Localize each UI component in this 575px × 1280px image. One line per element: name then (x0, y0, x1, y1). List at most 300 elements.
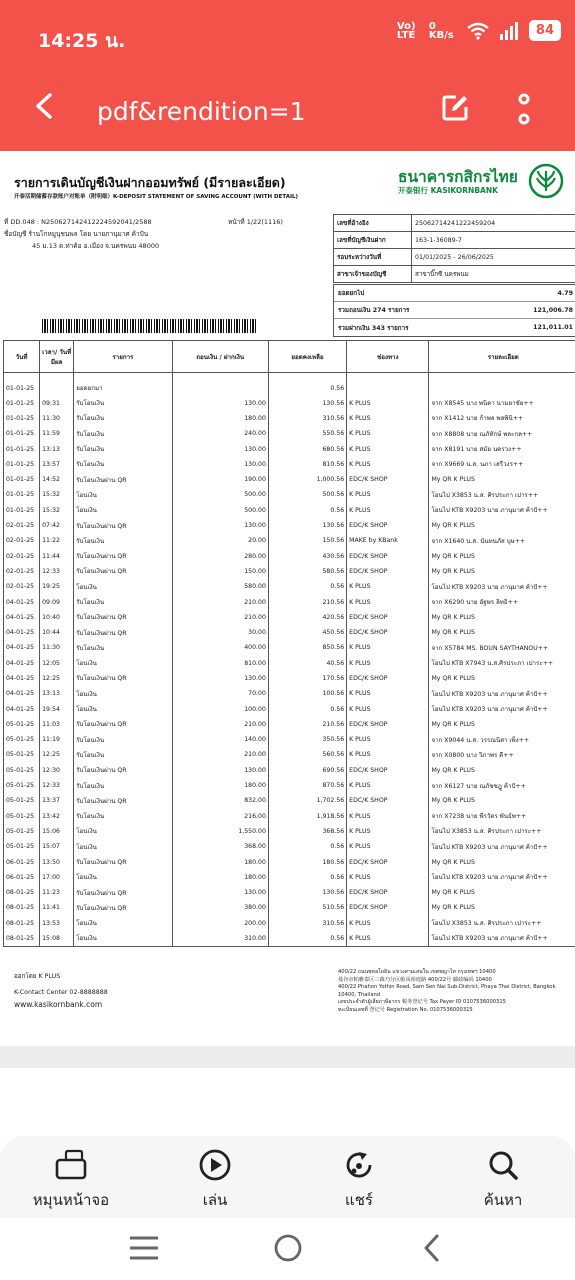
account-info-table (333, 214, 575, 283)
table-cell: รับโอนเงิน (74, 732, 172, 747)
table-cell: 15:06 (40, 824, 74, 839)
signal-icon (499, 22, 519, 40)
table-cell: 05-01-25 (4, 763, 40, 778)
table-cell: My QR K PLUS (429, 671, 575, 686)
table-cell: โอนเงิน (74, 870, 172, 885)
table-cell: K PLUS (347, 732, 429, 747)
table-cell: 30.00 (172, 625, 268, 640)
table-cell: 12:05 (40, 656, 74, 671)
table-cell: 130.56 (268, 396, 346, 411)
table-cell: 01-01-25 (4, 411, 40, 426)
table-cell: 13:13 (40, 686, 74, 701)
table-cell: 14:52 (40, 472, 74, 487)
table-row (4, 824, 575, 839)
summary-label: รวมถอนเงิน 274 รายการ (338, 307, 410, 314)
table-cell: K PLUS (347, 441, 429, 456)
table-cell: 832.00 (172, 793, 268, 808)
summary-label: ยอดยกไป (338, 290, 365, 297)
table-header (4, 341, 575, 373)
table-cell: My QR K PLUS (429, 854, 575, 869)
table-cell: 17:00 (40, 870, 74, 885)
table-cell: EDC/K SHOP (347, 548, 429, 563)
table-cell: 500.56 (268, 487, 346, 502)
table-cell: 04-01-25 (4, 656, 40, 671)
table-row (4, 686, 575, 701)
transactions-table (3, 340, 575, 947)
table-cell: MAKE by KBank (347, 533, 429, 548)
table-cell: 02-01-25 (4, 564, 40, 579)
table-cell: 01-01-25 (4, 472, 40, 487)
table-cell: โอนไป KTB X9203 นาย ภานุมาศ ค้าปั++ (429, 579, 575, 594)
search-button[interactable] (438, 1136, 568, 1212)
column-header: ถอนเงิน / ฝากเงิน (172, 341, 268, 373)
table-cell: EDC/K SHOP (347, 763, 429, 778)
table-cell: จาก X7238 นาย พีรวัตร พันธ์พ++ (429, 809, 575, 824)
table-cell: 01-01-25 (4, 426, 40, 441)
search-label: ค้นหา (483, 1191, 523, 1209)
issued-by: ออกโดย K PLUS (14, 973, 61, 980)
table-cell: My QR K PLUS (429, 564, 575, 579)
table-cell: 170.56 (268, 671, 346, 686)
table-cell: 850.56 (268, 640, 346, 655)
more-options-icon[interactable] (512, 93, 536, 125)
info-label: สาขาเจ้าของบัญชี (334, 266, 412, 283)
table-cell: K PLUS (347, 701, 429, 716)
back-nav-icon[interactable] (420, 1232, 444, 1264)
rotate-screen-icon (54, 1148, 88, 1182)
table-cell: EDC/K SHOP (347, 793, 429, 808)
table-cell: 06-01-25 (4, 870, 40, 885)
table-cell: 680.56 (268, 441, 346, 456)
table-row (4, 548, 575, 563)
play-button[interactable] (150, 1136, 280, 1212)
table-cell: รับโอนเงินผ่าน QR (74, 900, 172, 915)
table-cell: My QR K PLUS (429, 900, 575, 915)
table-cell: 70.00 (172, 686, 268, 701)
table-row (4, 487, 575, 502)
table-cell: 04-01-25 (4, 671, 40, 686)
recent-apps-icon[interactable] (128, 1234, 160, 1262)
table-cell (347, 373, 429, 396)
table-cell: 15:32 (40, 487, 74, 502)
table-cell: 11:41 (40, 900, 74, 915)
table-cell: 19:25 (40, 579, 74, 594)
table-cell: EDC/K SHOP (347, 518, 429, 533)
contact-center: K-Contact Center 02-8888888 (14, 989, 108, 996)
table-cell: โอนไป X3853 น.ส. ศิรประภา เปาร++ (429, 487, 575, 502)
table-cell: K PLUS (347, 579, 429, 594)
table-cell: 180.00 (172, 411, 268, 426)
table-cell: 190.00 (172, 472, 268, 487)
table-cell: 13:57 (40, 457, 74, 472)
table-cell: 180.56 (268, 854, 346, 869)
table-row (4, 457, 575, 472)
table-row (4, 411, 575, 426)
table-cell: 09:09 (40, 594, 74, 609)
table-cell: โอนเงิน (74, 579, 172, 594)
table-cell: 210.00 (172, 747, 268, 762)
table-cell: โอนไป X3853 น.ส. ศิรประภา เปาระ++ (429, 824, 575, 839)
table-cell: 140.00 (172, 732, 268, 747)
table-cell: 11:44 (40, 548, 74, 563)
table-cell: 210.00 (172, 594, 268, 609)
clock: 14:25 น. (38, 30, 126, 52)
table-row (4, 701, 575, 716)
table-cell: โอนไป KTB X9203 นาย ภานุมาศ ค้าปั++ (429, 931, 575, 946)
table-body (4, 373, 575, 947)
table-cell: My QR K PLUS (429, 717, 575, 732)
table-cell: 07:42 (40, 518, 74, 533)
table-cell: โอนไป X3853 น.ส. ศิรประภา เปาระ++ (429, 916, 575, 931)
table-row (4, 793, 575, 808)
table-cell: 20.00 (172, 533, 268, 548)
bottom-action-bar (0, 1136, 575, 1218)
table-cell: 12:33 (40, 778, 74, 793)
search-icon (486, 1148, 520, 1182)
address-line: เลขประจำตัวผู้เสียภาษีอากร 税务登记号 Tax Payer ID 0107536000315 (338, 999, 506, 1005)
table-cell: 04-01-25 (4, 610, 40, 625)
table-cell: 02-01-25 (4, 533, 40, 548)
table-cell: จาก X8545 นาง พนิดา นามยาชัย++ (429, 396, 575, 411)
kbank-logo-icon (528, 163, 564, 199)
table-cell: รับโอนเงิน (74, 426, 172, 441)
table-cell: 08-01-25 (4, 916, 40, 931)
table-cell: 11:30 (40, 640, 74, 655)
table-row (4, 533, 575, 548)
table-cell: 870.56 (268, 778, 346, 793)
table-cell: รับโอนเงินผ่าน QR (74, 625, 172, 640)
table-cell: รับโอนเงินผ่าน QR (74, 671, 172, 686)
table-cell: จาก X5784 MS. BOUN SAYTHANOU++ (429, 640, 575, 655)
table-cell: โอนเงิน (74, 824, 172, 839)
table-cell: 430.56 (268, 548, 346, 563)
table-cell: 0.56 (268, 931, 346, 946)
statement-subtitle: 开泰活期储蓄存款账户对账单（附明细）K-DEPOSIT STATEMENT OF SAVING ACCOUNT (WITH DETAIL) (14, 194, 299, 200)
table-cell: รับโอนเงิน (74, 411, 172, 426)
table-row (4, 656, 575, 671)
table-row (4, 809, 575, 824)
table-cell: 11:03 (40, 717, 74, 732)
table-row (4, 579, 575, 594)
table-row (4, 472, 575, 487)
table-cell: รับโอนเงิน (74, 640, 172, 655)
table-cell: 210.00 (172, 610, 268, 625)
table-cell: EDC/K SHOP (347, 671, 429, 686)
account-name: ชื่อบัญชี ร้านโกหมูนุชนพล โดย นายภานุมาศ ค้าปัน (4, 230, 149, 238)
table-cell: จาก X1640 น.ส. นันทนภัส บุษ++ (429, 533, 575, 548)
table-cell (429, 373, 575, 396)
table-cell: 130.00 (172, 763, 268, 778)
table-cell: 05-01-25 (4, 809, 40, 824)
table-row (4, 441, 575, 456)
system-navigation-bar (0, 1218, 575, 1280)
table-cell: 13:37 (40, 793, 74, 808)
table-cell: 310.56 (268, 411, 346, 426)
table-cell: 05-01-25 (4, 793, 40, 808)
table-cell: โอนเงิน (74, 931, 172, 946)
table-cell: 380.00 (172, 900, 268, 915)
table-cell: 130.56 (268, 885, 346, 900)
table-cell: 130.00 (172, 671, 268, 686)
edit-icon[interactable] (440, 93, 470, 123)
table-cell: My QR K PLUS (429, 610, 575, 625)
table-row (4, 426, 575, 441)
table-cell: My QR K PLUS (429, 885, 575, 900)
table-cell: โอนไป KTB X7943 น.ส.ศิรประภา เปาระ++ (429, 656, 575, 671)
back-arrow-icon[interactable] (30, 91, 60, 121)
table-cell: โอนไป KTB X9203 นาย ภานุมาศ ค้าปั++ (429, 701, 575, 716)
bank-address (338, 969, 575, 1014)
bank-name-th: ธนาคารกสิกรไทย (398, 168, 518, 186)
table-cell: 100.00 (172, 701, 268, 716)
table-cell: รับโอนเงินผ่าน QR (74, 518, 172, 533)
table-cell: รับโอนเงิน (74, 441, 172, 456)
info-label: เลขที่บัญชีเงินฝาก (334, 232, 412, 249)
table-cell: My QR K PLUS (429, 763, 575, 778)
table-cell: 420.56 (268, 610, 346, 625)
table-cell: จาก X8191 นาย สมัย นครวง++ (429, 441, 575, 456)
table-cell: จาก X0800 นาง วิภาพร ดี++ (429, 747, 575, 762)
table-cell: K PLUS (347, 809, 429, 824)
table-row (4, 717, 575, 732)
app-toolbar (0, 73, 575, 151)
share-icon (342, 1148, 376, 1182)
table-cell (40, 373, 74, 396)
table-cell: 04-01-25 (4, 701, 40, 716)
table-cell: 0.56 (268, 373, 346, 396)
table-cell: K PLUS (347, 457, 429, 472)
table-cell: รับโอนเงินผ่าน QR (74, 610, 172, 625)
table-cell: 280.00 (172, 548, 268, 563)
table-cell: 05-01-25 (4, 824, 40, 839)
table-cell: โอนเงิน (74, 686, 172, 701)
table-cell: K PLUS (347, 640, 429, 655)
table-cell: 01-01-25 (4, 373, 40, 396)
column-header: เวลา/ วันที่มีผล (40, 341, 74, 373)
table-cell: 10:44 (40, 625, 74, 640)
table-cell: รับโอนเงินผ่าน QR (74, 564, 172, 579)
table-cell: 19:54 (40, 701, 74, 716)
table-cell: 1,702.56 (268, 793, 346, 808)
table-row (4, 778, 575, 793)
table-cell: จาก X6127 นาย ณภัชชฎู ค้าปั++ (429, 778, 575, 793)
table-cell: 580.56 (268, 564, 346, 579)
table-cell: 0.56 (268, 870, 346, 885)
table-cell: 0.56 (268, 839, 346, 854)
table-cell: 12:25 (40, 671, 74, 686)
table-cell: K PLUS (347, 686, 429, 701)
table-cell: 690.56 (268, 763, 346, 778)
table-cell: 12:25 (40, 747, 74, 762)
table-cell: 810.56 (268, 457, 346, 472)
table-cell: รับโอนเงิน (74, 533, 172, 548)
column-header: วันที่ (4, 341, 40, 373)
share-button[interactable] (294, 1136, 424, 1212)
table-cell: รับโอนเงินผ่าน QR (74, 472, 172, 487)
table-cell: โอนเงิน (74, 656, 172, 671)
table-cell: 01-01-25 (4, 487, 40, 502)
table-cell: โอนเงิน (74, 701, 172, 716)
table-cell: 350.56 (268, 732, 346, 747)
table-cell: K PLUS (347, 778, 429, 793)
info-label: เลขที่อ้างอิง (334, 215, 412, 232)
table-cell: 180.00 (172, 870, 268, 885)
reference-number: ที่ DD.048 : N250627142412224592041/2588 (4, 218, 152, 226)
table-cell: 09:31 (40, 396, 74, 411)
table-row (4, 564, 575, 579)
table-cell: 04-01-25 (4, 625, 40, 640)
page-number: หน้าที่ 1/22(1116) (228, 218, 283, 226)
table-cell: 08-01-25 (4, 885, 40, 900)
info-label: รอบระหว่างวันที่ (334, 249, 412, 266)
table-cell: 210.56 (268, 717, 346, 732)
table-cell: 580.00 (172, 579, 268, 594)
table-row (4, 396, 575, 411)
table-row (4, 625, 575, 640)
table-cell: โอนไป KTB X9203 นาย ภานุมาศ ค้าปั++ (429, 870, 575, 885)
table-cell: 130.00 (172, 441, 268, 456)
table-row (4, 931, 575, 946)
table-cell: 13:42 (40, 809, 74, 824)
table-cell: รับโอนเงินผ่าน QR (74, 717, 172, 732)
table-cell: 01-01-25 (4, 457, 40, 472)
table-cell: 05-01-25 (4, 747, 40, 762)
table-cell (172, 373, 268, 396)
table-cell: รับโอนเงิน (74, 778, 172, 793)
table-cell: 150.56 (268, 533, 346, 548)
table-cell: 05-01-25 (4, 717, 40, 732)
table-cell: 310.56 (268, 916, 346, 931)
barcode (42, 319, 258, 333)
table-cell: รับโอนเงิน (74, 747, 172, 762)
table-cell: 100.56 (268, 686, 346, 701)
table-cell: โอนเงิน (74, 503, 172, 518)
pdf-page[interactable] (0, 151, 575, 1046)
table-cell: 15:32 (40, 503, 74, 518)
table-row (4, 839, 575, 854)
rotate-screen-button[interactable] (6, 1136, 136, 1212)
summary-row (334, 285, 575, 302)
table-cell: 216.00 (172, 809, 268, 824)
table-row (4, 763, 575, 778)
table-cell: EDC/K SHOP (347, 854, 429, 869)
table-cell: K PLUS (347, 411, 429, 426)
summary-value: 121,011.01 (533, 324, 573, 331)
page-separator (0, 1046, 575, 1068)
table-cell: 08-01-25 (4, 931, 40, 946)
table-cell: รับโอนเงิน (74, 457, 172, 472)
table-cell: รับโอนเงิน (74, 396, 172, 411)
table-cell: K PLUS (347, 426, 429, 441)
address-line: ทะเบียนเลขที่ 登记号 Registration No. 0107536000315 (338, 1006, 473, 1013)
table-cell: โอนเงิน (74, 487, 172, 502)
table-row (4, 900, 575, 915)
table-cell: 450.56 (268, 625, 346, 640)
table-cell: 200.00 (172, 916, 268, 931)
table-cell: 130.00 (172, 457, 268, 472)
table-cell: จาก X9669 น.ส. นภา เสรีวงร++ (429, 457, 575, 472)
table-cell: 130.56 (268, 518, 346, 533)
website: www.kasikornbank.com (14, 1000, 103, 1009)
table-cell: โอนไป KTB X9203 นาย ภานุมาศ ค้าปั++ (429, 686, 575, 701)
table-cell: โอนไป KTB X9203 นาย ภานุมาศ ค้าปั++ (429, 839, 575, 854)
table-cell: 11:22 (40, 533, 74, 548)
address-line: 曼谷市帕雅泰区三森乃分区帕凤裕庭路 400/22号 邮政编码 10400 (338, 976, 492, 983)
table-cell: K PLUS (347, 656, 429, 671)
column-header: รายการ (74, 341, 172, 373)
table-cell: My QR K PLUS (429, 518, 575, 533)
table-cell: 368.00 (172, 839, 268, 854)
table-row (4, 732, 575, 747)
table-cell: 210.56 (268, 594, 346, 609)
table-cell: 210.00 (172, 717, 268, 732)
table-cell: My QR K PLUS (429, 472, 575, 487)
table-cell: 05-01-25 (4, 839, 40, 854)
table-cell: 1,550.00 (172, 824, 268, 839)
rotate-screen-label: หมุนหน้าจอ (32, 1191, 110, 1209)
table-row (4, 373, 575, 396)
table-cell: EDC/K SHOP (347, 472, 429, 487)
home-icon[interactable] (272, 1232, 304, 1264)
table-cell: K PLUS (347, 870, 429, 885)
info-value: สาขาบิ๊กซี นครพนม (412, 266, 575, 283)
table-row (4, 747, 575, 762)
bank-name-en: 开泰银行 KASIKORNBANK (398, 186, 498, 195)
table-cell: 810.00 (172, 656, 268, 671)
table-cell: 560.56 (268, 747, 346, 762)
table-cell: K PLUS (347, 747, 429, 762)
table-cell: 368.56 (268, 824, 346, 839)
table-cell: 400.00 (172, 640, 268, 655)
summary-row (334, 302, 575, 319)
table-cell: รับโอนเงินผ่าน QR (74, 763, 172, 778)
table-cell: 240.00 (172, 426, 268, 441)
balance-summary (333, 284, 575, 337)
table-cell: 11:59 (40, 426, 74, 441)
table-cell: 1,918.56 (268, 809, 346, 824)
table-cell: 12:30 (40, 763, 74, 778)
statement-title: รายการเดินบัญชีเงินฝากออมทรัพย์ (มีรายละเอียด) (14, 175, 286, 190)
column-header: รายละเอียด (429, 341, 575, 373)
table-cell: 40.56 (268, 656, 346, 671)
column-header: ยอดคงเหลือ (268, 341, 346, 373)
status-icons (397, 20, 561, 41)
table-cell: K PLUS (347, 931, 429, 946)
table-cell: 1,000.56 (268, 472, 346, 487)
table-cell: 150.00 (172, 564, 268, 579)
info-value: 25062714241222459204 (412, 215, 575, 232)
table-cell: 500.00 (172, 487, 268, 502)
table-cell: EDC/K SHOP (347, 885, 429, 900)
table-cell: 02-01-25 (4, 518, 40, 533)
table-cell: K PLUS (347, 824, 429, 839)
table-cell: EDC/K SHOP (347, 900, 429, 915)
table-row (4, 594, 575, 609)
table-cell: รับโอนเงิน (74, 809, 172, 824)
info-value: 163-1-36089-7 (412, 232, 575, 249)
table-cell: 01-01-25 (4, 441, 40, 456)
table-cell: 130.00 (172, 885, 268, 900)
address-line: 400/22 Phahon Yothin Road, Sam Sen Nai Sub-District, Phaya Thai District, Bangkok 10400, Thailand (338, 984, 556, 998)
table-cell: K PLUS (347, 396, 429, 411)
table-cell: 180.00 (172, 778, 268, 793)
volte-indicator: Vo) LTE (396, 20, 416, 41)
table-cell: โอนไป KTB X9203 นาย ภานุมาศ ค้าปั++ (429, 503, 575, 518)
address-line: 400/22 ถนนพหลโยธิน แขวงสามเสนใน เขตพญาไท กรุงเทพฯ 10400 (338, 969, 496, 975)
table-cell: 13:53 (40, 916, 74, 931)
table-row (4, 916, 575, 931)
table-cell: 11:19 (40, 732, 74, 747)
